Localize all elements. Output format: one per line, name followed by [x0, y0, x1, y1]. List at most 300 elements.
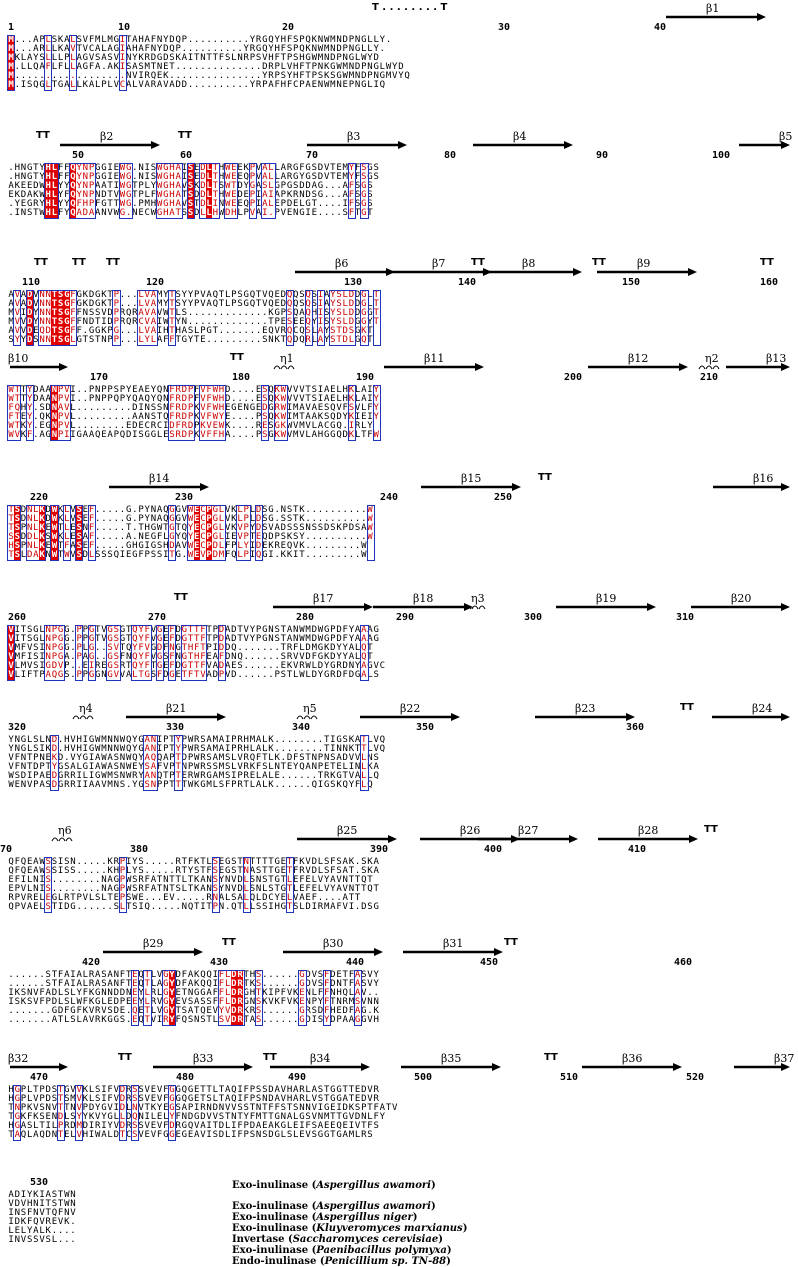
residue: .	[175, 902, 181, 912]
residue: .	[125, 412, 132, 422]
residue: F	[8, 403, 14, 413]
residue: G	[249, 403, 256, 413]
residue: Q	[268, 412, 274, 422]
residue: V	[113, 190, 119, 200]
beta-strand-arrowhead	[689, 835, 698, 843]
enzyme-name: Exo-inulinase (	[232, 1223, 317, 1234]
residue: .	[156, 857, 163, 867]
residue: V	[392, 1103, 398, 1113]
residue: R	[175, 403, 181, 413]
residue: H	[82, 199, 89, 209]
residue: K	[323, 643, 330, 653]
residue: P	[39, 1094, 45, 1104]
residue: R	[175, 866, 181, 876]
residue: .	[336, 514, 342, 524]
residue: G	[82, 762, 89, 772]
residue: .	[132, 199, 138, 209]
residue: S	[33, 643, 39, 653]
residue: Q	[8, 857, 14, 867]
residue: N	[95, 385, 101, 395]
residue: F	[144, 652, 150, 662]
residue: E	[163, 661, 169, 671]
residue: A	[379, 1103, 386, 1113]
residue: R	[64, 771, 70, 781]
residue: S	[311, 163, 317, 173]
residue: G	[163, 172, 169, 182]
residue: M	[299, 421, 305, 431]
residue: N	[150, 44, 157, 54]
enzyme-name: Exo-inulinase (	[232, 1212, 317, 1223]
residue: I	[39, 661, 45, 671]
residue: G	[361, 308, 367, 318]
residue: .	[330, 893, 336, 903]
helix-coil	[52, 838, 58, 841]
residue: T	[212, 53, 218, 63]
residue: T	[70, 893, 76, 903]
residue: P	[57, 430, 64, 440]
residue: L	[64, 1112, 70, 1122]
residue: R	[125, 1094, 132, 1104]
residue: T	[57, 550, 64, 560]
residue: .	[26, 44, 33, 54]
residue: S	[95, 308, 101, 318]
residue: A	[218, 744, 225, 754]
residue: E	[45, 541, 51, 551]
residue: S	[348, 326, 355, 336]
residue: D	[305, 979, 311, 989]
residue: D	[354, 308, 361, 318]
residue: L	[354, 643, 361, 653]
residue: .	[194, 35, 200, 45]
residue: .	[206, 308, 212, 318]
beta-strand-arrowhead	[679, 363, 688, 371]
residue: T	[20, 634, 27, 644]
residue: G	[107, 634, 113, 644]
residue: .	[274, 744, 280, 754]
residue: E	[262, 1121, 268, 1131]
residue: .	[70, 71, 76, 81]
residue: E	[138, 208, 144, 218]
residue: F	[76, 317, 82, 327]
residue: .	[286, 771, 293, 781]
residue: T	[293, 514, 299, 524]
residue: A	[305, 80, 311, 90]
residue: P	[101, 80, 107, 90]
residue: H	[169, 172, 175, 182]
residue: G	[354, 317, 361, 327]
residue: N	[45, 299, 51, 309]
residue: D	[342, 326, 348, 336]
residue: W	[156, 163, 163, 173]
residue: T	[187, 875, 194, 885]
residue: F	[144, 625, 150, 635]
residue: F	[175, 421, 181, 431]
residue: S	[33, 1235, 39, 1245]
residue: D	[26, 299, 33, 309]
residue: V	[95, 1112, 101, 1122]
residue: T	[14, 421, 20, 431]
residue: P	[119, 394, 126, 404]
residue: P	[119, 893, 126, 903]
residue: S	[317, 970, 324, 980]
strand-label: η1	[280, 352, 294, 365]
residue: Q	[305, 290, 311, 300]
residue: M	[212, 735, 218, 745]
residue: S	[101, 979, 107, 989]
residue: .	[367, 1006, 373, 1016]
residue: Q	[342, 988, 348, 998]
residue: .	[243, 643, 249, 653]
residue: S	[280, 71, 287, 81]
residue: N	[51, 1112, 58, 1122]
residue: N	[311, 753, 317, 763]
residue: .	[39, 970, 45, 980]
residue: .	[255, 62, 262, 72]
residue: S	[51, 857, 58, 867]
residue: S	[348, 403, 355, 413]
residue: P	[361, 62, 367, 72]
residue: L	[305, 670, 311, 680]
residue: T	[286, 902, 293, 912]
residue: P	[57, 412, 64, 422]
residue: A	[361, 670, 367, 680]
residue: S	[336, 308, 342, 318]
residue: E	[132, 988, 138, 998]
residue: D	[101, 190, 107, 200]
residue: A	[64, 652, 70, 662]
residue: N	[305, 523, 311, 533]
residue: P	[144, 550, 150, 560]
residue: K	[243, 163, 249, 173]
residue: R	[280, 326, 287, 336]
residue: .	[101, 514, 107, 524]
residue: D	[181, 80, 188, 90]
residue: S	[194, 866, 200, 876]
residue: L	[224, 979, 231, 989]
residue: W	[367, 532, 373, 542]
residue: S	[51, 1199, 58, 1209]
residue: .	[82, 326, 89, 336]
residue: D	[51, 780, 58, 790]
residue: S	[323, 308, 330, 318]
residue: P	[255, 430, 262, 440]
residue: A	[317, 1121, 324, 1131]
residue: I	[293, 550, 299, 560]
residue: D	[317, 163, 324, 173]
residue: N	[293, 625, 299, 635]
sequence-row	[8, 1131, 373, 1140]
residue: Y	[379, 1112, 386, 1122]
residue: N	[82, 163, 89, 173]
residue: I	[70, 430, 76, 440]
residue: N	[39, 308, 45, 318]
residue: S	[26, 1235, 33, 1245]
residue: A	[262, 190, 268, 200]
residue: N	[367, 997, 373, 1007]
residue: .	[132, 514, 138, 524]
residue: L	[76, 1015, 82, 1025]
residue: A	[181, 53, 188, 63]
residue: G	[274, 421, 280, 431]
residue: K	[348, 1103, 355, 1113]
residue: S	[33, 652, 39, 662]
residue: L	[206, 199, 212, 209]
residue: A	[342, 1094, 348, 1104]
residue: F	[194, 394, 200, 404]
residue: K	[249, 979, 256, 989]
residue: L	[280, 62, 287, 72]
residue: A	[82, 532, 89, 542]
residue: A	[150, 875, 157, 885]
residue: V	[181, 997, 188, 1007]
residue: W	[280, 430, 287, 440]
residue: V	[70, 744, 76, 754]
residue: V	[8, 1199, 14, 1209]
residue: N	[51, 1130, 58, 1140]
residue: N	[125, 71, 132, 81]
residue: F	[169, 385, 175, 395]
residue: S	[113, 634, 119, 644]
residue: W	[212, 394, 218, 404]
residue: D	[51, 744, 58, 754]
residue: L	[150, 1112, 157, 1122]
residue: L	[361, 44, 367, 54]
residue: P	[163, 735, 169, 745]
residue: P	[212, 625, 218, 635]
residue: W	[156, 172, 163, 182]
residue: N	[107, 744, 113, 754]
residue: S	[354, 181, 361, 191]
residue: D	[268, 1130, 274, 1140]
residue: V	[113, 670, 119, 680]
residue: V	[14, 430, 20, 440]
residue: V	[243, 634, 249, 644]
residue: .	[311, 744, 317, 754]
residue: Y	[323, 1015, 330, 1025]
residue: S	[26, 625, 33, 635]
residue: .	[336, 532, 342, 542]
residue: S	[45, 970, 51, 980]
residue: .	[286, 780, 293, 790]
residue: .	[206, 80, 212, 90]
residue: V	[336, 875, 342, 885]
residue: T	[181, 670, 188, 680]
residue: .	[64, 753, 70, 763]
residue: .	[163, 866, 169, 876]
residue: Q	[330, 412, 336, 422]
residue: I	[8, 1208, 14, 1218]
beta-strand-arrowhead	[569, 835, 578, 843]
residue-number: 200	[564, 372, 583, 383]
residue: F	[57, 1208, 64, 1218]
residue: Y	[323, 326, 330, 336]
residue: .	[348, 550, 355, 560]
residue: D	[33, 385, 39, 395]
residue: F	[237, 1130, 243, 1140]
residue: G	[57, 643, 64, 653]
residue: .	[293, 970, 299, 980]
residue: .	[323, 550, 330, 560]
residue: .	[336, 208, 342, 218]
beta-strand-arrowhead	[388, 835, 397, 843]
residue: Q	[187, 1121, 194, 1131]
residue: L	[33, 514, 39, 524]
residue: V	[144, 317, 150, 327]
residue: F	[169, 661, 175, 671]
residue: I	[317, 299, 324, 309]
residue: G	[150, 643, 157, 653]
helix-coil	[80, 716, 86, 719]
residue: T	[367, 1103, 373, 1113]
residue: A	[33, 550, 39, 560]
residue: P	[212, 902, 218, 912]
residue: F	[181, 970, 188, 980]
residue: V	[113, 53, 119, 63]
residue: R	[330, 670, 336, 680]
residue: .	[280, 735, 287, 745]
residue: F	[299, 62, 305, 72]
residue: Q	[231, 902, 237, 912]
residue: V	[33, 299, 39, 309]
residue: S	[200, 997, 206, 1007]
residue: .	[194, 71, 200, 81]
residue: S	[218, 1015, 225, 1025]
residue: A	[367, 625, 373, 635]
residue: T	[20, 394, 27, 404]
residue: K	[45, 744, 51, 754]
residue: T	[206, 634, 212, 644]
residue: N	[317, 35, 324, 45]
residue: T	[169, 875, 175, 885]
residue: S	[212, 866, 218, 876]
residue: K	[39, 523, 45, 533]
residue: C	[144, 421, 150, 431]
residue: E	[163, 625, 169, 635]
residue: Q	[132, 652, 138, 662]
residue: H	[293, 71, 299, 81]
residue: D	[237, 190, 243, 200]
residue: Q	[268, 385, 274, 395]
residue: R	[268, 62, 274, 72]
residue: .	[274, 652, 280, 662]
residue: G	[76, 299, 82, 309]
residue: D	[224, 652, 231, 662]
residue: T	[194, 661, 200, 671]
residue: S	[76, 541, 82, 551]
residue: P	[348, 35, 355, 45]
residue: V	[82, 35, 89, 45]
residue: E	[212, 421, 218, 431]
residue: K	[348, 412, 355, 422]
residue: S	[119, 780, 126, 790]
residue: L	[367, 1112, 373, 1122]
residue: Y	[138, 771, 144, 781]
turn-marker: T . . . . . . . . T	[372, 2, 448, 13]
residue: P	[88, 190, 95, 200]
residue: A	[33, 866, 39, 876]
residue: L	[82, 771, 89, 781]
residue: Y	[39, 163, 45, 173]
residue: G	[150, 523, 157, 533]
residue: G	[88, 643, 95, 653]
residue: .	[336, 181, 342, 191]
strand-label: β5	[779, 130, 793, 143]
residue: S	[243, 1103, 249, 1113]
residue: F	[224, 550, 231, 560]
residue: L	[150, 979, 157, 989]
residue: A	[181, 1103, 188, 1113]
residue: T	[212, 172, 218, 182]
residue: .	[26, 1006, 33, 1016]
residue: T	[107, 893, 113, 903]
residue: K	[323, 652, 330, 662]
residue: S	[113, 625, 119, 635]
residue: T	[367, 875, 373, 885]
residue: F	[156, 762, 163, 772]
residue: S	[113, 661, 119, 671]
residue: A	[175, 172, 181, 182]
residue: S	[206, 997, 212, 1007]
residue: A	[255, 208, 262, 218]
residue: G	[361, 1015, 367, 1025]
residue: H	[268, 53, 274, 63]
residue-number: 330	[166, 722, 185, 733]
residue: V	[70, 1208, 76, 1218]
residue: Y	[330, 308, 336, 318]
residue: P	[330, 625, 336, 635]
residue: A	[64, 979, 70, 989]
residue: S	[311, 1130, 317, 1140]
residue: G	[14, 1085, 20, 1095]
residue: Q	[255, 550, 262, 560]
residue: E	[45, 1112, 51, 1122]
residue: T	[51, 308, 58, 318]
residue: E	[280, 661, 287, 671]
residue: S	[107, 1006, 113, 1016]
turn-marker: TT	[592, 257, 606, 268]
residue: L	[39, 902, 45, 912]
residue: I	[224, 532, 231, 542]
residue: .	[354, 857, 361, 867]
residue: .	[354, 541, 361, 551]
residue: R	[45, 1217, 51, 1227]
residue: I	[57, 866, 64, 876]
residue: P	[138, 190, 144, 200]
residue: T	[249, 532, 256, 542]
residue: F	[367, 430, 373, 440]
residue: V	[293, 652, 299, 662]
residue: S	[218, 780, 225, 790]
residue: N	[39, 753, 45, 763]
residue: V	[33, 997, 39, 1007]
residue: I	[39, 643, 45, 653]
residue: .	[330, 541, 336, 551]
residue-number: 360	[626, 722, 645, 733]
residue: .	[51, 875, 58, 885]
residue: D	[262, 403, 268, 413]
residue-number: 180	[232, 372, 251, 383]
residue: D	[20, 771, 27, 781]
residue: M	[101, 744, 107, 754]
residue: .	[101, 505, 107, 515]
residue: K	[101, 299, 107, 309]
residue: .	[218, 335, 225, 345]
residue: I	[57, 857, 64, 867]
sequence-row	[8, 431, 379, 440]
residue-number: 170	[90, 372, 109, 383]
residue: K	[305, 44, 311, 54]
residue: E	[132, 762, 138, 772]
